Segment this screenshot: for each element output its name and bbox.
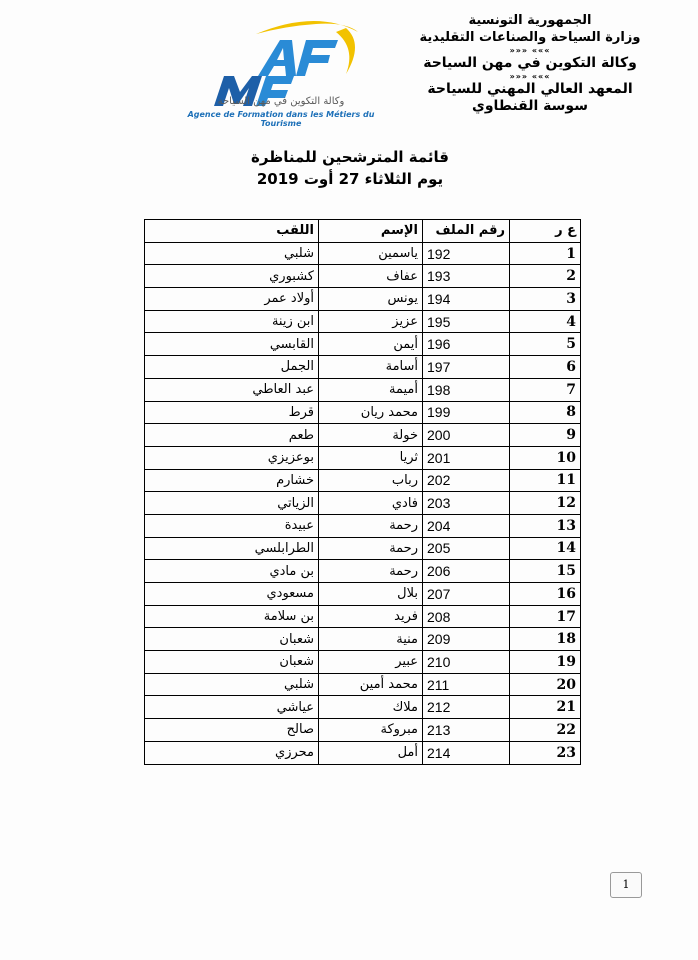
cell-serial: 14 (510, 537, 581, 560)
header-location: سوسة القنطاوي (472, 98, 588, 114)
table-row (145, 492, 581, 515)
cell-serial: 2 (510, 265, 581, 288)
cell-serial: 3 (510, 288, 581, 311)
cell-first-name: ثريا (319, 446, 423, 469)
cell-file-number: 203 (423, 492, 510, 515)
cell-first-name: رحمة (319, 537, 423, 560)
table-row (145, 514, 581, 537)
cell-file-number: 212 (423, 696, 510, 719)
cell-file-number: 214 (423, 741, 510, 764)
cell-first-name: عبير (319, 651, 423, 674)
cell-first-name: أسامة (319, 356, 423, 379)
cell-serial: 23 (510, 741, 581, 764)
header-agency: وكالة التكوين في مهن السياحة (423, 55, 637, 71)
cell-first-name: رحمة (319, 560, 423, 583)
cell-file-number: 209 (423, 628, 510, 651)
cell-surname: طعم (145, 424, 319, 447)
cell-file-number: 195 (423, 310, 510, 333)
cell-surname: شعبان (145, 651, 319, 674)
cell-first-name: أميمة (319, 378, 423, 401)
cell-serial: 12 (510, 492, 581, 515)
cell-surname: عياشي (145, 696, 319, 719)
cell-serial: 5 (510, 333, 581, 356)
cell-serial: 9 (510, 424, 581, 447)
cell-serial: 21 (510, 696, 581, 719)
cell-file-number: 207 (423, 583, 510, 606)
cell-file-number: 199 (423, 401, 510, 424)
table-row (145, 265, 581, 288)
cell-surname: كشبوري (145, 265, 319, 288)
header-serial: ع ر (510, 220, 581, 243)
table-row (145, 560, 581, 583)
table-row (145, 628, 581, 651)
table-row (145, 537, 581, 560)
table-row (145, 446, 581, 469)
header-surname: اللقب (145, 220, 319, 243)
document-title (200, 146, 500, 190)
cell-first-name: فريد (319, 605, 423, 628)
cell-file-number: 205 (423, 537, 510, 560)
institution-header (400, 12, 660, 115)
table-header-row (145, 220, 581, 243)
cell-serial: 1 (510, 242, 581, 265)
table-row (145, 469, 581, 492)
cell-first-name: رحمة (319, 514, 423, 537)
cell-file-number: 200 (423, 424, 510, 447)
cell-first-name: محمد أمين (319, 673, 423, 696)
cell-first-name: محمد ريان (319, 401, 423, 424)
cell-serial: 17 (510, 605, 581, 628)
cell-file-number: 192 (423, 242, 510, 265)
cell-serial: 4 (510, 310, 581, 333)
cell-file-number: 196 (423, 333, 510, 356)
cell-file-number: 198 (423, 378, 510, 401)
header-ministry: وزارة السياحة والصناعات التقليدية (419, 30, 641, 45)
cell-serial: 6 (510, 356, 581, 379)
cell-serial: 10 (510, 446, 581, 469)
table-row (145, 741, 581, 764)
cell-surname: عبيدة (145, 514, 319, 537)
cell-file-number: 194 (423, 288, 510, 311)
cell-serial: 19 (510, 651, 581, 674)
table-row (145, 378, 581, 401)
table-row (145, 288, 581, 311)
cell-file-number: 204 (423, 514, 510, 537)
cell-first-name: رباب (319, 469, 423, 492)
cell-surname: القابسي (145, 333, 319, 356)
title-line-2: يوم الثلاثاء 27 أوت 2019 (256, 170, 444, 188)
cell-file-number: 210 (423, 651, 510, 674)
cell-first-name: بلال (319, 583, 423, 606)
table-row (145, 356, 581, 379)
table-row (145, 696, 581, 719)
cell-file-number: 197 (423, 356, 510, 379)
cell-surname: مسعودي (145, 583, 319, 606)
cell-surname: شلبي (145, 242, 319, 265)
cell-serial: 22 (510, 719, 581, 742)
cell-surname: شعبان (145, 628, 319, 651)
cell-serial: 11 (510, 469, 581, 492)
cell-serial: 20 (510, 673, 581, 696)
cell-surname: خشارم (145, 469, 319, 492)
cell-surname: شلبي (145, 673, 319, 696)
header-institute: المعهد العالي المهني للسياحة (427, 81, 633, 97)
cell-serial: 18 (510, 628, 581, 651)
header-first-name: الإسم (319, 220, 423, 243)
cell-surname: الجمل (145, 356, 319, 379)
table-row (145, 583, 581, 606)
cell-first-name: عزيز (319, 310, 423, 333)
cell-file-number: 202 (423, 469, 510, 492)
cell-first-name: منية (319, 628, 423, 651)
table-row (145, 424, 581, 447)
cell-surname: أولاد عمر (145, 288, 319, 311)
cell-surname: عبد العاطي (145, 378, 319, 401)
cell-file-number: 211 (423, 673, 510, 696)
cell-first-name: يونس (319, 288, 423, 311)
header-republic: الجمهورية التونسية (468, 13, 592, 28)
table-row (145, 401, 581, 424)
page-number: 1 (610, 872, 642, 898)
cell-surname: الزياتي (145, 492, 319, 515)
cell-first-name: ياسمين (319, 242, 423, 265)
cell-surname: بن سلامة (145, 605, 319, 628)
cell-serial: 8 (510, 401, 581, 424)
cell-surname: بوعزيزي (145, 446, 319, 469)
cell-first-name: فادي (319, 492, 423, 515)
cell-surname: الطرابلسي (145, 537, 319, 560)
cell-serial: 13 (510, 514, 581, 537)
cell-first-name: مبروكة (319, 719, 423, 742)
amft-logo (196, 14, 366, 124)
table-row (145, 651, 581, 674)
table-row (145, 719, 581, 742)
cell-first-name: أمل (319, 741, 423, 764)
cell-first-name: ملاك (319, 696, 423, 719)
cell-first-name: أيمن (319, 333, 423, 356)
cell-surname: قرط (145, 401, 319, 424)
cell-file-number: 201 (423, 446, 510, 469)
cell-surname: محرزي (145, 741, 319, 764)
cell-surname: ابن زينة (145, 310, 319, 333)
cell-file-number: 193 (423, 265, 510, 288)
cell-surname: بن مادي (145, 560, 319, 583)
candidates-table (144, 219, 581, 765)
header-separator-1: »»» ««« (509, 46, 551, 55)
cell-surname: صالح (145, 719, 319, 742)
table-row (145, 605, 581, 628)
header-separator-2: »»» ««« (509, 72, 551, 81)
logo-arabic-caption: وكالة التكوين في مهن السياحة (217, 96, 345, 107)
logo-french-caption: Agence de Formation dans les Métiers du Tourisme (187, 110, 375, 128)
cell-serial: 16 (510, 583, 581, 606)
header-file-number: رقم الملف (423, 220, 510, 243)
cell-file-number: 213 (423, 719, 510, 742)
cell-serial: 15 (510, 560, 581, 583)
table-row (145, 333, 581, 356)
cell-serial: 7 (510, 378, 581, 401)
title-line-1: قائمة المترشحين للمناظرة (250, 148, 450, 166)
table-row (145, 673, 581, 696)
cell-first-name: خولة (319, 424, 423, 447)
cell-file-number: 206 (423, 560, 510, 583)
cell-first-name: عفاف (319, 265, 423, 288)
table-row (145, 242, 581, 265)
cell-file-number: 208 (423, 605, 510, 628)
table-row (145, 310, 581, 333)
